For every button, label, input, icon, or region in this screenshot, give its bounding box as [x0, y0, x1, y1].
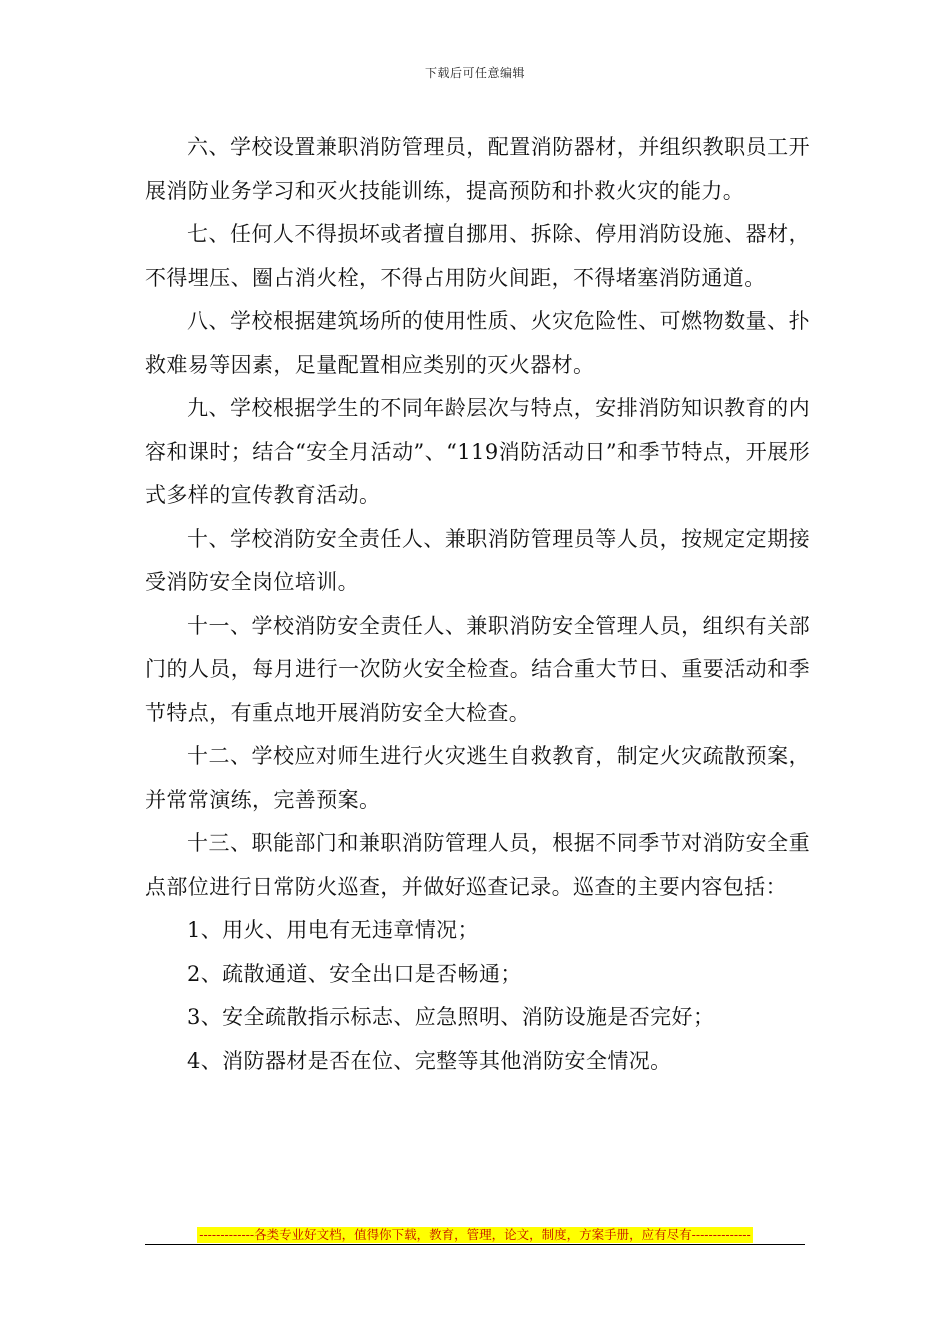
paragraph-7: 七、任何人不得损坏或者擅自挪用、拆除、停用消防设施、器材，不得埋压、圈占消火栓，不得占用防火间距，不得堵塞消防通道。: [145, 222, 810, 290]
list-item-3: 3、安全疏散指示标志、应急照明、消防设施是否完好；: [187, 1005, 715, 1029]
footer-banner: -------------各类专业好文档，值得你下载，教育，管理，论文，制度，方案手册，应有尽有--------------: [199, 1227, 751, 1242]
page-header: 下载后可任意编辑: [424, 66, 525, 80]
list-item-2: 2、疏散通道、安全出口是否畅通；: [187, 961, 522, 986]
list-item-4: 4、消防器材是否在位、完整等其他消防安全情况。: [187, 1048, 672, 1073]
paragraph-12: 十二、学校应对师生进行火灾逃生自救教育，制定火灾疏散预案，并常常演练，完善预案。: [145, 744, 810, 812]
paragraph-11: 十一、学校消防安全责任人、兼职消防安全管理人员，组织有关部门的人员，每月进行一次防火安全检查。结合重大节日、重要活动和季节特点，有重点地开展消防安全大检查。: [145, 613, 810, 725]
paragraph-13: 十三、职能部门和兼职消防管理人员，根据不同季节对消防安全重点部位进行日常防火巡查，并做好巡查记录。巡查的主要内容包括：: [145, 831, 810, 899]
paragraph-8: 八、学校根据建筑场所的使用性质、火灾危险性、可燃物数量、扑救难易等因素，足量配置相应类别的灭火器材。: [145, 309, 810, 377]
paragraph-9: 九、学校根据学生的不同年龄层次与特点，安排消防知识教育的内容和课时；结合“安全月活动”、“119消防活动日”和季节特点，开展形式多样的宣传教育活动。: [145, 396, 810, 507]
document-body: [145, 126, 810, 1083]
list-item-1: 1、用火、用电有无违章情况；: [187, 918, 479, 942]
page-footer: [145, 1224, 805, 1245]
paragraph-6: 六、学校设置兼职消防管理员，配置消防器材，并组织教职员工开展消防业务学习和灭火技能训练，提高预防和扑救火灾的能力。: [145, 135, 810, 203]
paragraph-10: 十、学校消防安全责任人、兼职消防管理员等人员，按规定定期接受消防安全岗位培训。: [145, 526, 810, 594]
